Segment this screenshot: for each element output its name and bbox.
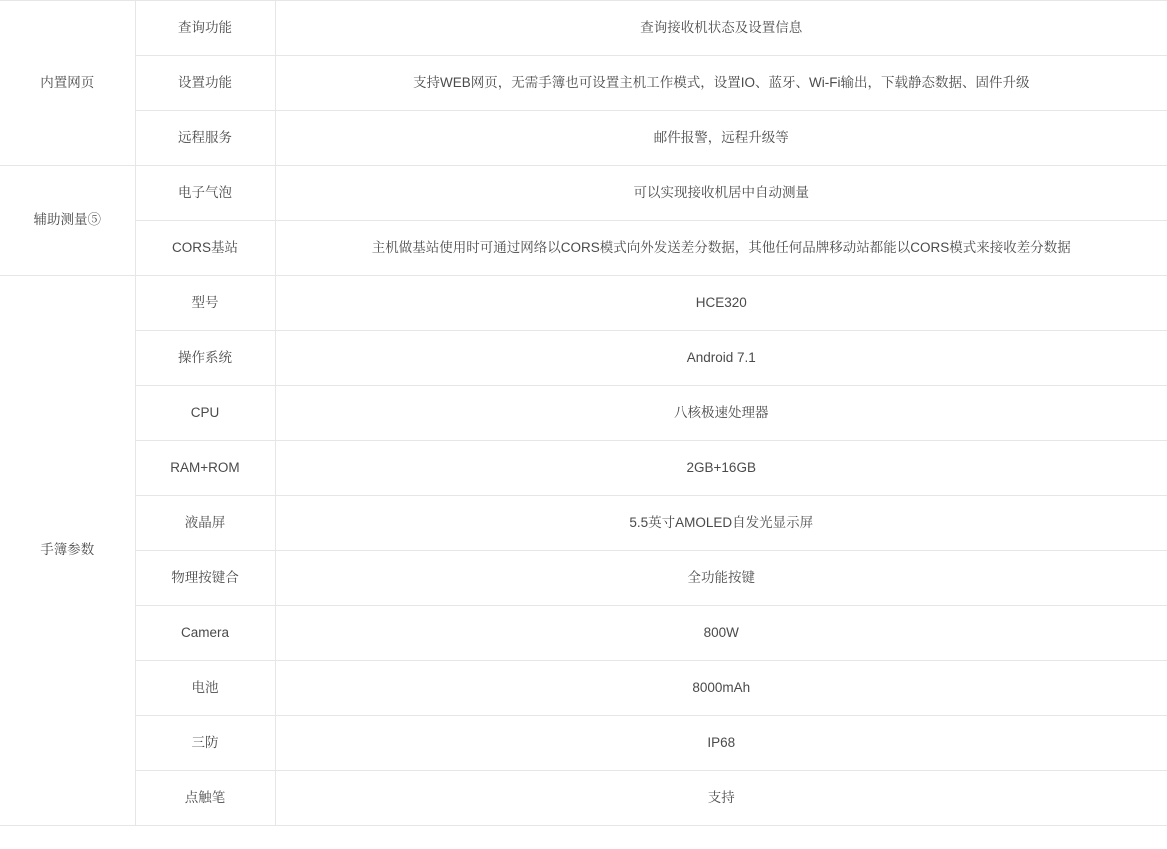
table-row [0, 386, 1167, 441]
group-label-cell: 内置网页 [0, 1, 135, 166]
item-value-cell: 邮件报警，远程升级等 [275, 111, 1167, 166]
item-value-cell: 5.5英寸AMOLED自发光显示屏 [275, 496, 1167, 551]
item-label-cell: RAM+ROM [135, 441, 275, 496]
item-label-cell: Camera [135, 606, 275, 661]
item-value-cell: 全功能按键 [275, 551, 1167, 606]
table-row [0, 276, 1167, 331]
item-value-cell: 800W [275, 606, 1167, 661]
table-row [0, 166, 1167, 221]
item-value-cell: HCE320 [275, 276, 1167, 331]
item-label-cell: CORS基站 [135, 221, 275, 276]
item-label-cell: 型号 [135, 276, 275, 331]
item-label-cell: 电池 [135, 661, 275, 716]
item-label-cell: 点触笔 [135, 771, 275, 826]
table-row [0, 606, 1167, 661]
item-value-cell: 主机做基站使用时可通过网络以CORS模式向外发送差分数据，其他任何品牌移动站都能以CORS模式来接收差分数据 [275, 221, 1167, 276]
table-row [0, 771, 1167, 826]
item-value-cell: 可以实现接收机居中自动测量 [275, 166, 1167, 221]
item-label-cell: 查询功能 [135, 1, 275, 56]
item-value-cell: 八核极速处理器 [275, 386, 1167, 441]
item-value-cell: Android 7.1 [275, 331, 1167, 386]
item-label-cell: 操作系统 [135, 331, 275, 386]
item-value-cell: 支持 [275, 771, 1167, 826]
item-label-cell: 远程服务 [135, 111, 275, 166]
table-row [0, 716, 1167, 771]
item-label-cell: 物理按键合 [135, 551, 275, 606]
table-row [0, 221, 1167, 276]
table-row [0, 111, 1167, 166]
item-label-cell: 液晶屏 [135, 496, 275, 551]
group-label-cell: 手簿参数 [0, 276, 135, 826]
item-label-cell: 三防 [135, 716, 275, 771]
item-label-cell: 设置功能 [135, 56, 275, 111]
item-label-cell: 电子气泡 [135, 166, 275, 221]
item-label-cell: CPU [135, 386, 275, 441]
table-row [0, 551, 1167, 606]
specification-table-body [0, 1, 1167, 826]
table-row [0, 331, 1167, 386]
table-row [0, 496, 1167, 551]
item-value-cell: IP68 [275, 716, 1167, 771]
item-value-cell: 查询接收机状态及设置信息 [275, 1, 1167, 56]
table-row [0, 56, 1167, 111]
item-value-cell: 支持WEB网页，无需手簿也可设置主机工作模式，设置IO、蓝牙、Wi-Fi输出，下载静态数据、固件升级 [275, 56, 1167, 111]
table-row [0, 661, 1167, 716]
group-label-cell: 辅助测量⑤ [0, 166, 135, 276]
table-row [0, 1, 1167, 56]
item-value-cell: 2GB+16GB [275, 441, 1167, 496]
table-row [0, 441, 1167, 496]
item-value-cell: 8000mAh [275, 661, 1167, 716]
